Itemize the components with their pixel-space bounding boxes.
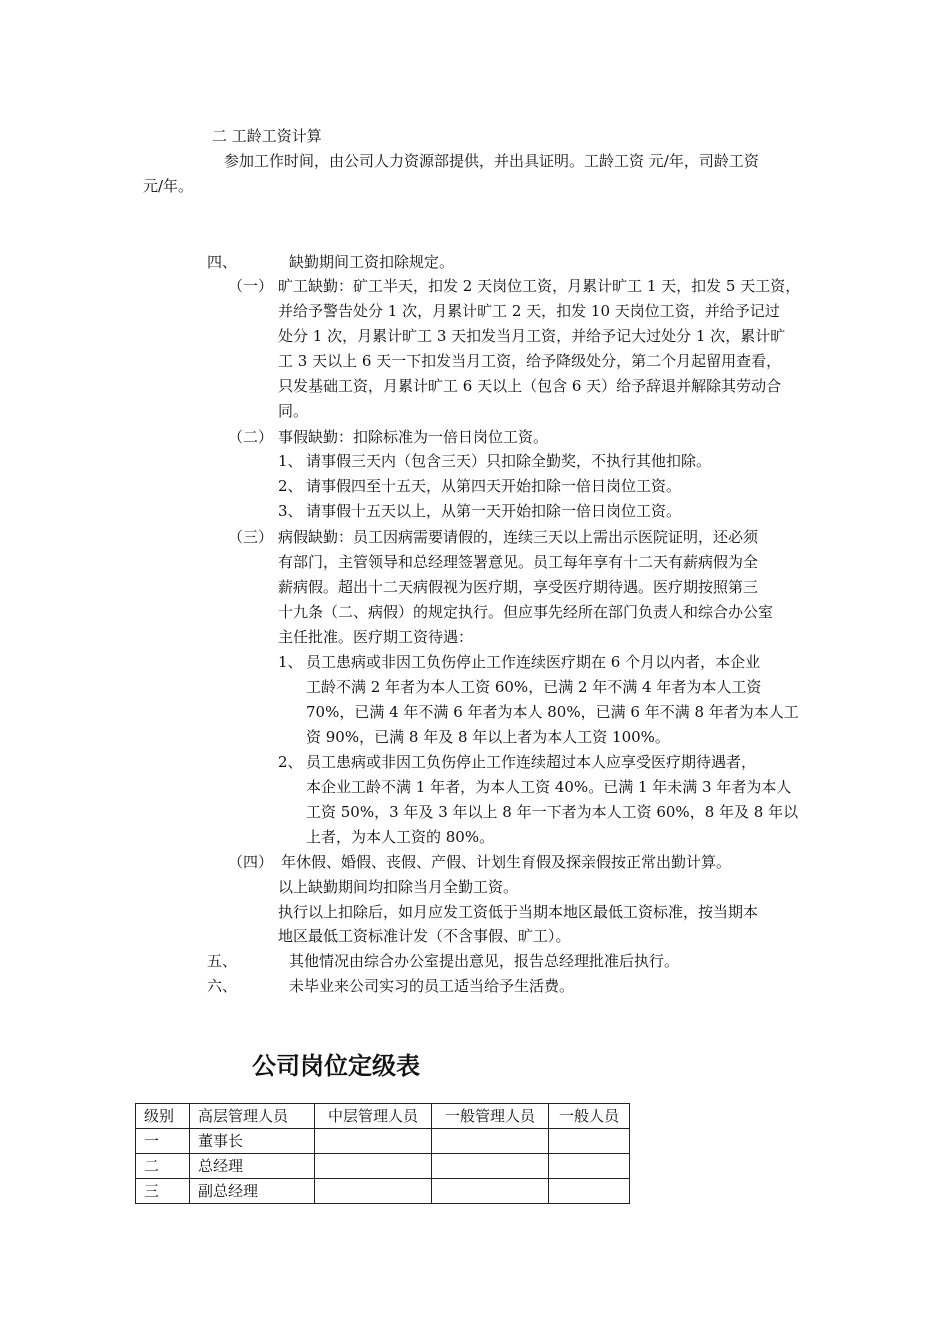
para-2-item-number: 3、 bbox=[278, 502, 303, 520]
table-cell: 二 bbox=[136, 1154, 190, 1179]
table-cell: 董事长 bbox=[190, 1129, 315, 1154]
section-6-number: 六、 bbox=[207, 977, 238, 995]
para-4-line-4: 地区最低工资标准计发（不含事假、旷工）。 bbox=[278, 927, 571, 945]
para-3-line: 薪病假。超出十二天病假视为医疗期，享受医疗期待遇。医疗期按照第三 bbox=[278, 578, 759, 596]
table-cell: 一 bbox=[136, 1129, 190, 1154]
para-3-item-number: 2、 bbox=[278, 753, 303, 771]
para-2-lead: 事假缺勤：扣除标准为一倍日岗位工资。 bbox=[278, 428, 549, 446]
table-header-cell: 高层管理人员 bbox=[190, 1104, 315, 1129]
para-3-item-2-body bbox=[306, 750, 798, 850]
para-2-item-number: 2、 bbox=[278, 477, 303, 495]
table-header-row bbox=[136, 1104, 630, 1129]
table-cell bbox=[432, 1154, 549, 1179]
para-3-item-line: 上者，为本人工资的 80%。 bbox=[306, 828, 495, 846]
para-3-line: 病假缺勤：员工因病需要请假的，连续三天以上需出示医院证明，还必须 bbox=[278, 528, 759, 546]
para-2-number: （二） bbox=[228, 428, 274, 446]
para-2-item-text: 请事假十五天以上，从第一天开始扣除一倍日岗位工资。 bbox=[306, 502, 682, 520]
section-2-line-2: 元/年。 bbox=[143, 177, 194, 195]
table-cell: 三 bbox=[136, 1179, 190, 1204]
section-4-title: 缺勤期间工资扣除规定。 bbox=[289, 253, 455, 271]
table-cell bbox=[315, 1179, 432, 1204]
para-1-line: 只发基础工资，月累计旷工 6 天以上（包含 6 天）给予辞退并解除其劳动合 bbox=[278, 377, 782, 395]
table-cell: 总经理 bbox=[190, 1154, 315, 1179]
table-row bbox=[136, 1154, 630, 1179]
para-3-item-line: 员工患病或非因工负伤停止工作连续医疗期在 6 个月以内者，本企业 bbox=[306, 653, 761, 671]
para-1-line: 并给予警告处分 1 次，月累计旷工 2 天，扣发 10 天岗位工资，并给予记过 bbox=[278, 302, 780, 320]
section-5-number: 五、 bbox=[207, 952, 238, 970]
para-4-line-1: 年休假、婚假、丧假、产假、计划生育假及探亲假按正常出勤计算。 bbox=[281, 853, 732, 871]
para-2-item-text: 请事假三天内（包含三天）只扣除全勤奖，不执行其他扣除。 bbox=[306, 452, 712, 470]
para-3-item-line: 员工患病或非因工负伤停止工作连续超过本人应享受医疗期待遇者， bbox=[306, 753, 757, 771]
section-5-text: 其他情况由综合办公室提出意见，报告总经理批准后执行。 bbox=[289, 952, 680, 970]
para-3-item-line: 工龄不满 2 年者为本人工资 60%，已满 2 年不满 4 年者为本人工资 bbox=[306, 678, 762, 696]
para-3-item-line: 工资 50%，3 年及 3 年以上 8 年一下者为本人工资 60%，8 年及 8 年以 bbox=[306, 803, 799, 821]
para-2-item-number: 1、 bbox=[278, 452, 303, 470]
para-3-item-line: 资 90%，已满 8 年及 8 年以上者为本人工资 100%。 bbox=[306, 728, 670, 746]
para-1-line: 同。 bbox=[278, 402, 309, 420]
table-cell bbox=[432, 1129, 549, 1154]
para-2-item-text: 请事假四至十五天，从第四天开始扣除一倍日岗位工资。 bbox=[306, 477, 682, 495]
table-cell bbox=[315, 1154, 432, 1179]
table-header-cell: 级别 bbox=[136, 1104, 190, 1129]
table-row bbox=[136, 1129, 630, 1154]
table-header-cell: 一般人员 bbox=[549, 1104, 630, 1129]
para-3-item-line: 70%，已满 4 年不满 6 年者为本人 80%，已满 6 年不满 8 年者为本人工 bbox=[306, 703, 799, 721]
table-cell bbox=[549, 1179, 630, 1204]
section-2-title: 二 工龄工资计算 bbox=[212, 127, 322, 145]
para-3-item-number: 1、 bbox=[278, 653, 303, 671]
section-6-text: 未毕业来公司实习的员工适当给予生活费。 bbox=[289, 977, 575, 995]
para-3-item-1-body bbox=[306, 650, 799, 750]
table-header-cell: 一般管理人员 bbox=[432, 1104, 549, 1129]
table-header-cell: 中层管理人员 bbox=[315, 1104, 432, 1129]
para-3-item-line: 本企业工龄不满 1 年者，为本人工资 40%。已满 1 年未满 3 年者为本人 bbox=[306, 778, 792, 796]
table-row bbox=[136, 1179, 630, 1204]
para-4-number: （四） bbox=[228, 853, 274, 871]
para-3-number: （三） bbox=[228, 528, 274, 546]
position-grade-table bbox=[135, 1103, 630, 1204]
para-3-body bbox=[278, 525, 773, 650]
table-title: 公司岗位定级表 bbox=[252, 1052, 420, 1080]
para-1-line: 处分 1 次，月累计旷工 3 天扣发当月工资，并给予记大过处分 1 次，累计旷 bbox=[278, 327, 786, 345]
table-cell bbox=[315, 1129, 432, 1154]
section-2-line-1: 参加工作时间，由公司人力资源部提供，并出具证明。工龄工资 元/年，司龄工资 bbox=[224, 152, 759, 170]
table-cell bbox=[549, 1154, 630, 1179]
para-1-body bbox=[278, 274, 800, 424]
table-cell: 副总经理 bbox=[190, 1179, 315, 1204]
section-4-number: 四、 bbox=[207, 253, 238, 271]
para-1-line: 工 3 天以上 6 天一下扣发当月工资，给予降级处分，第二个月起留用查看， bbox=[278, 352, 782, 370]
table-cell bbox=[549, 1129, 630, 1154]
para-3-line: 十九条（二、病假）的规定执行。但应事先经所在部门负责人和综合办公室 bbox=[278, 603, 774, 621]
para-3-line: 有部门，主管领导和总经理签署意见。员工每年享有十二天有薪病假为全 bbox=[278, 553, 759, 571]
table-cell bbox=[432, 1179, 549, 1204]
para-3-line: 主任批准。医疗期工资待遇： bbox=[278, 628, 474, 646]
para-1-line: 旷工缺勤：矿工半天，扣发 2 天岗位工资，月累计旷工 1 天，扣发 5 天工资， bbox=[278, 277, 801, 295]
para-4-line-2: 以上缺勤期间均扣除当月全勤工资。 bbox=[278, 878, 519, 896]
para-4-line-3: 执行以上扣除后，如月应发工资低于当期本地区最低工资标准，按当期本 bbox=[278, 903, 759, 921]
para-1-number: （一） bbox=[228, 277, 274, 295]
